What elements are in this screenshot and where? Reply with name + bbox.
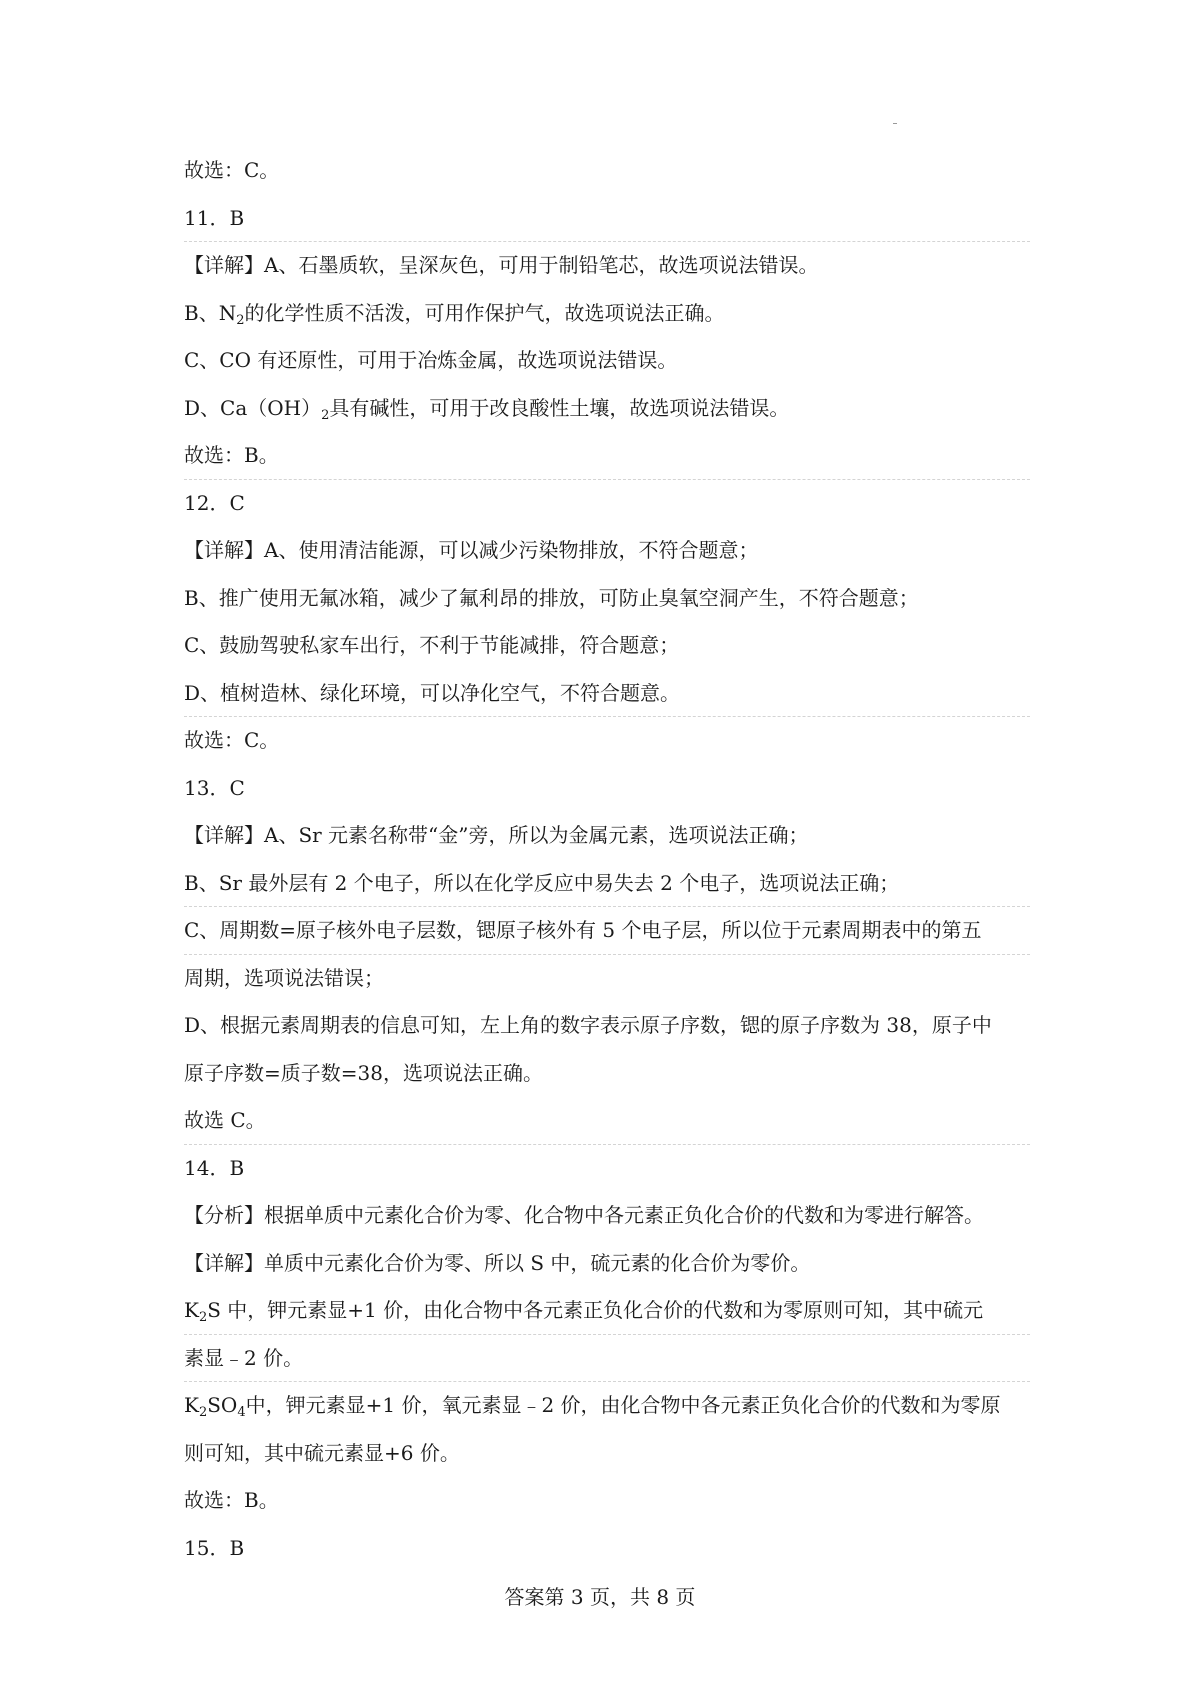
line-text: K [184, 1393, 199, 1417]
text-line [184, 432, 1030, 480]
line-text: 故选：C。 [184, 728, 280, 752]
line-text: 中，钾元素显+1 价，氧元素显﹣2 价，由化合物中各元素正负化合价的代数和为零原 [245, 1393, 1001, 1417]
text-line [184, 147, 1030, 195]
line-text: B、推广使用无氟冰箱，减少了氟利昂的排放，可防止臭氧空洞产生，不符合题意； [184, 585, 919, 610]
text-line [184, 765, 1030, 813]
subscript: 2 [198, 1405, 208, 1420]
text-line [184, 1335, 1030, 1383]
line-text: K [184, 1298, 199, 1322]
text-line [184, 290, 1030, 338]
line-text: 周期，选项说法错误； [184, 965, 384, 990]
text-line [184, 1430, 1030, 1478]
line-text: C、周期数=原子核外电子层数，锶原子核外有 5 个电子层，所以位于元素周期表中的第五 [184, 918, 982, 942]
text-line [184, 717, 1030, 765]
answer-content [184, 147, 1030, 1572]
line-text: 则可知，其中硫元素显+6 价。 [184, 1440, 460, 1465]
line-text: 【详解】A、使用清洁能源，可以减少污染物排放，不符合题意； [184, 538, 759, 562]
line-text: D、Ca（OH） [184, 395, 322, 420]
line-text: D、植树造林、绿化环境，可以净化空气，不符合题意。 [184, 680, 681, 705]
text-line [184, 622, 1030, 670]
line-text: B、Sr 最外层有 2 个电子，所以在化学反应中易失去 2 个电子，选项说法正确； [184, 870, 900, 895]
line-text: 11．B [184, 205, 245, 230]
line-text: 的化学性质不活泼，可用作保护气，故选项说法正确。 [244, 300, 725, 325]
line-text: 12．C [184, 490, 245, 515]
subscript: 2 [198, 1310, 208, 1325]
text-line [184, 860, 1030, 908]
text-line [184, 1050, 1030, 1098]
page-footer: 答案第 3 页，共 8 页 [504, 1585, 696, 1609]
subscript: 4 [237, 1405, 246, 1420]
text-line [184, 1192, 1030, 1240]
text-line [184, 1287, 1030, 1335]
line-text: 原子序数=质子数=38，选项说法正确。 [184, 1060, 543, 1085]
text-line [184, 527, 1030, 575]
text-line [184, 337, 1030, 385]
line-text: 【详解】单质中元素化合价为零、所以 S 中，硫元素的化合价为零价。 [184, 1250, 811, 1275]
text-line [184, 1382, 1030, 1430]
text-line [184, 1097, 1030, 1145]
line-text: 故选：C。 [184, 158, 280, 182]
text-line [184, 480, 1030, 528]
line-text: 13．C [184, 775, 245, 800]
subscript: 2 [236, 312, 245, 328]
line-text: 素显﹣2 价。 [184, 1345, 304, 1370]
line-text: 故选：B。 [184, 1488, 279, 1512]
text-line [184, 955, 1030, 1003]
line-text: C、CO 有还原性，可用于冶炼金属，故选项说法错误。 [184, 348, 678, 372]
line-text: 15．B [184, 1535, 245, 1560]
line-text: 【详解】A、Sr 元素名称带“金”旁，所以为金属元素，选项说法正确； [184, 823, 809, 847]
line-text: B、N [184, 300, 237, 325]
text-line [184, 1477, 1030, 1525]
text-line [184, 1525, 1030, 1573]
line-text: 具有碱性，可用于改良酸性土壤，故选项说法错误。 [329, 395, 790, 420]
line-text: 【分析】根据单质中元素化合价为零、化合物中各元素正负化合价的代数和为零进行解答。 [184, 1203, 984, 1227]
text-line [184, 1002, 1030, 1050]
line-text: 14．B [184, 1155, 245, 1180]
text-line [184, 812, 1030, 860]
line-text: C、鼓励驾驶私家车出行，不利于节能减排，符合题意； [184, 633, 680, 657]
text-line [184, 385, 1030, 433]
line-text: SO [207, 1393, 238, 1417]
text-line [184, 670, 1030, 718]
subscript: 2 [321, 407, 330, 423]
text-line [184, 195, 1030, 243]
line-text: 故选：B。 [184, 443, 279, 467]
line-text: 故选 C。 [184, 1108, 266, 1132]
text-line [184, 1240, 1030, 1288]
text-line [184, 1145, 1030, 1193]
line-text: S 中，钾元素显+1 价，由化合物中各元素正负化合价的代数和为零原则可知，其中硫元 [207, 1298, 984, 1322]
text-line [184, 907, 1030, 955]
line-text: D、根据元素周期表的信息可知，左上角的数字表示原子序数，锶的原子序数为 38，原子中 [184, 1013, 992, 1037]
scan-mark [893, 123, 897, 124]
text-line [184, 575, 1030, 623]
line-text: 【详解】A、石墨质软，呈深灰色，可用于制铅笔芯，故选项说法错误。 [184, 253, 819, 277]
text-line [184, 242, 1030, 290]
